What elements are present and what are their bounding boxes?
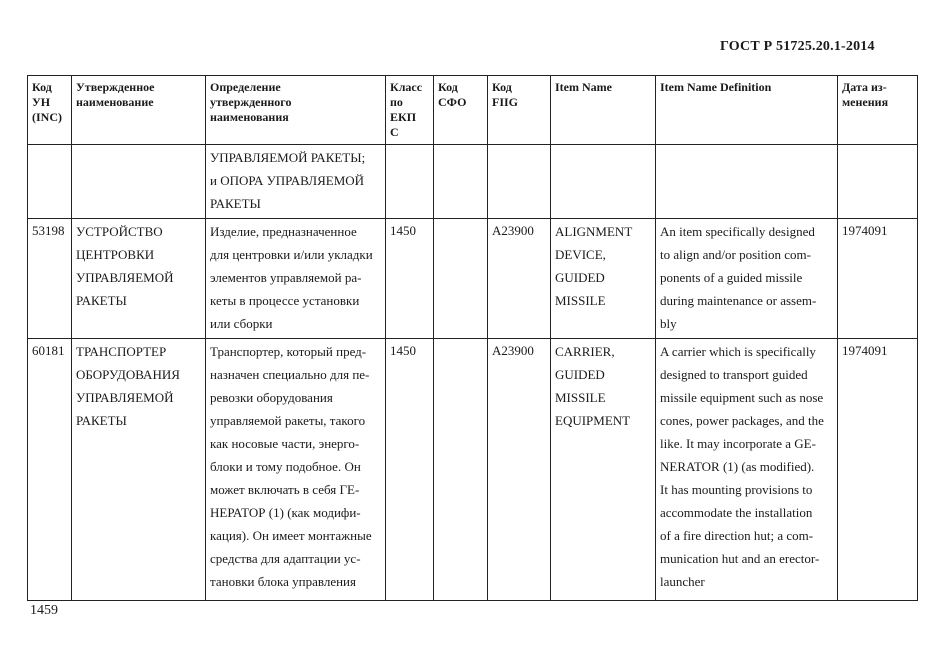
cell-text-line: FIIG <box>492 95 519 109</box>
cell-text-line: DEVICE, <box>555 247 606 262</box>
cell-item-name <box>551 339 656 601</box>
document-code: ГОСТ Р 51725.20.1-2014 <box>720 39 875 54</box>
cell-sfo <box>434 339 488 601</box>
cell-text-line: launcher <box>660 574 705 589</box>
cell-text-line: РАКЕТЫ <box>76 413 127 428</box>
cell-text-line: средства для адаптации ус- <box>210 551 361 566</box>
cell-item-definition <box>656 145 838 219</box>
table-row <box>28 219 918 339</box>
cell-item-name <box>551 145 656 219</box>
cell-fiig <box>488 339 551 601</box>
cell-text-line: GUIDED <box>555 270 605 285</box>
cell-text-line: Код <box>32 80 52 94</box>
cell-text-line: like. It may incorporate a GE- <box>660 436 816 451</box>
cell-text-line: УСТРОЙСТВО <box>76 224 163 239</box>
cell-text-line: accommodate the installation <box>660 505 813 520</box>
cell-text-line: 60181 <box>32 343 65 358</box>
cell-class <box>386 145 434 219</box>
cell-text-line: РАКЕТЫ <box>76 293 127 308</box>
cell-text-line: 1974091 <box>842 343 888 358</box>
cell-text-line: (INC) <box>32 110 62 124</box>
cell-text-line: bly <box>660 316 677 331</box>
cell-text-line: Дата из- <box>842 80 887 94</box>
cell-text-line: ОБОРУДОВАНИЯ <box>76 367 180 382</box>
cell-text-line: munication hut and an erector- <box>660 551 820 566</box>
cell-inc <box>28 219 72 339</box>
cell-text-line: может включать в себя ГЕ- <box>210 482 360 497</box>
cell-text-line: 1450 <box>390 223 416 238</box>
cell-fiig <box>488 219 551 339</box>
table-row <box>28 145 918 219</box>
cell-text-line: наименование <box>76 95 154 109</box>
cell-text-line: 1450 <box>390 343 416 358</box>
cell-text-line: элементов управляемой ра- <box>210 270 362 285</box>
cell-text-line: 1974091 <box>842 223 888 238</box>
cell-item-definition <box>656 219 838 339</box>
cell-inc <box>28 339 72 601</box>
cell-text-line: A23900 <box>492 343 534 358</box>
header-class <box>386 76 434 145</box>
cell-date <box>838 145 918 219</box>
cell-date <box>838 339 918 601</box>
cell-text-line: как носовые части, энерго- <box>210 436 360 451</box>
cell-text-line: Item Name <box>555 80 612 94</box>
header-inc <box>28 76 72 145</box>
cell-approved-name <box>72 339 206 601</box>
cell-definition <box>206 145 386 219</box>
cell-text-line: An item specifically designed <box>660 224 815 239</box>
cell-sfo <box>434 219 488 339</box>
cell-text-line: УПРАВЛЯЕМОЙ РАКЕТЫ; <box>210 150 366 165</box>
cell-item-name <box>551 219 656 339</box>
cell-text-line: ЦЕНТРОВКИ <box>76 247 155 262</box>
cell-text-line: утвержденного <box>210 95 292 109</box>
cell-text-line: MISSILE <box>555 390 606 405</box>
header-sfo-code <box>434 76 488 145</box>
cell-text-line: ревозки оборудования <box>210 390 333 405</box>
cell-text-line: кеты в процессе установки <box>210 293 360 308</box>
cell-text-line: УН <box>32 95 51 109</box>
cell-text-line: CARRIER, <box>555 344 615 359</box>
cell-text-line: Определение <box>210 80 281 94</box>
cell-text-line: during maintenance or assem- <box>660 293 817 308</box>
cell-text-line: of a fire direction hut; a com- <box>660 528 814 543</box>
cell-text-line: Транспортер, который пред- <box>210 344 367 359</box>
cell-text-line: для центровки и/или укладки <box>210 247 373 262</box>
cell-text-line: блоки и тому подобное. Он <box>210 459 361 474</box>
header-change-date <box>838 76 918 145</box>
table-row <box>28 339 918 601</box>
cell-text-line: НЕРАТОР (1) (как модифи- <box>210 505 361 520</box>
header-item-name <box>551 76 656 145</box>
cell-text-line: It has mounting provisions to <box>660 482 813 497</box>
cell-text-line: менения <box>842 95 889 109</box>
cell-text-line: Код <box>438 80 458 94</box>
cell-text-line: cones, power packages, and the <box>660 413 824 428</box>
header-fiig-code <box>488 76 551 145</box>
cell-class <box>386 339 434 601</box>
cell-inc <box>28 145 72 219</box>
header-name-definition <box>206 76 386 145</box>
header-item-name-definition <box>656 76 838 145</box>
cell-definition <box>206 339 386 601</box>
cell-text-line: ТРАНСПОРТЕР <box>76 344 167 359</box>
cell-text-line: назначен специально для пе- <box>210 367 370 382</box>
cell-definition <box>206 219 386 339</box>
cell-text-line: кация). Он имеет монтажные <box>210 528 372 543</box>
cell-text-line: Утвержденное <box>76 80 155 94</box>
cell-text-line: С <box>390 125 399 139</box>
catalog-table <box>27 75 918 601</box>
cell-text-line: ponents of a guided missile <box>660 270 803 285</box>
cell-text-line: EQUIPMENT <box>555 413 631 428</box>
cell-text-line: designed to transport guided <box>660 367 808 382</box>
cell-text-line: по <box>390 95 403 109</box>
cell-text-line: управляемой ракеты, такого <box>210 413 366 428</box>
cell-text-line: СФО <box>438 95 467 109</box>
cell-text-line: A23900 <box>492 223 534 238</box>
cell-text-line: Класс <box>390 80 423 94</box>
cell-text-line: ALIGNMENT <box>555 224 633 239</box>
cell-sfo <box>434 145 488 219</box>
cell-fiig <box>488 145 551 219</box>
cell-approved-name <box>72 145 206 219</box>
cell-text-line: Item Name Definition <box>660 80 772 94</box>
cell-text-line: missile equipment such as nose <box>660 390 824 405</box>
cell-class <box>386 219 434 339</box>
cell-text-line: УПРАВЛЯЕМОЙ <box>76 390 174 405</box>
page-number: 1459 <box>30 603 58 618</box>
cell-item-definition <box>656 339 838 601</box>
cell-text-line: GUIDED <box>555 367 605 382</box>
cell-text-line: MISSILE <box>555 293 606 308</box>
cell-text-line: РАКЕТЫ <box>210 196 261 211</box>
cell-approved-name <box>72 219 206 339</box>
table-header-row <box>28 76 918 145</box>
cell-text-line: 53198 <box>32 223 65 238</box>
header-approved-name <box>72 76 206 145</box>
cell-text-line: и ОПОРА УПРАВЛЯЕМОЙ <box>210 173 365 188</box>
cell-text-line: A carrier which is specifically <box>660 344 816 359</box>
cell-text-line: наименования <box>210 110 289 124</box>
cell-date <box>838 219 918 339</box>
cell-text-line: Изделие, предназначенное <box>210 224 357 239</box>
cell-text-line: ЕКП <box>390 110 417 124</box>
cell-text-line: или сборки <box>210 316 273 331</box>
cell-text-line: Код <box>492 80 512 94</box>
cell-text-line: NERATOR (1) (as modified). <box>660 459 815 474</box>
cell-text-line: to align and/or position com- <box>660 247 811 262</box>
cell-text-line: УПРАВЛЯЕМОЙ <box>76 270 174 285</box>
cell-text-line: тановки блока управления <box>210 574 356 589</box>
